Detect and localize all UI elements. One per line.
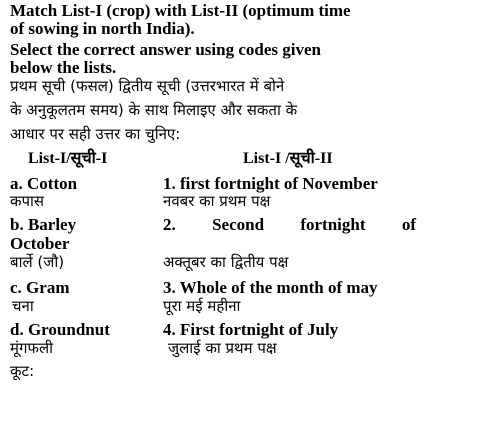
list-2-item-4: 4. First fortnight of July — [163, 320, 339, 339]
question-line-4: below the lists. — [10, 58, 117, 77]
list-2-header: List-I /सूची-II — [243, 150, 333, 167]
list-1-header: List-I/सूची-I — [28, 150, 108, 167]
question-hindi-line-2: के अनुकूलतम समय) के साथ मिलाइए और सकता के — [10, 101, 298, 119]
list-2-item-2-continued: October — [10, 234, 70, 253]
list-1-item-a: a. Cotton — [10, 174, 78, 193]
question-line-2: of sowing in north India). — [10, 19, 195, 38]
question-hindi-line-3: आधार पर सही उत्तर का चुनिए: — [10, 125, 181, 143]
question-line-3: Select the correct answer using codes given — [10, 40, 321, 59]
list-1-item-c-hindi: चना — [12, 297, 34, 315]
question-line-1: Match List-I (crop) with List-II (optimum time — [10, 1, 351, 20]
list-1-item-d: d. Groundnut — [10, 320, 110, 339]
list-2-item-1: 1. first fortnight of November — [163, 174, 378, 193]
codes-label: कूट: — [10, 362, 35, 380]
list-1-item-d-hindi: मूंगफली — [10, 339, 54, 357]
question-hindi-line-1: प्रथम सूची (फसल) द्वितीय सूची (उत्तरभारत में बोने — [10, 77, 285, 95]
list-2-item-2: 2. Second fortnight of — [163, 215, 416, 234]
list-1-item-a-hindi: कपास — [10, 192, 45, 210]
list-2-item-1-hindi: नवबर का प्रथम पक्ष — [163, 192, 271, 210]
list-1-item-c: c. Gram — [10, 278, 70, 297]
list-1-item-b: b. Barley — [10, 215, 77, 234]
list-2-item-2-hindi: अक्तूबर का द्वितीय पक्ष — [163, 253, 289, 271]
list-2-item-3-hindi: पूरा मई महीना — [163, 297, 241, 315]
list-2-item-3: 3. Whole of the month of may — [163, 278, 378, 297]
list-2-item-4-hindi: जुलाई का प्रथम पक्ष — [168, 339, 277, 357]
list-1-item-b-hindi: बार्ले (जौ) — [10, 253, 65, 271]
